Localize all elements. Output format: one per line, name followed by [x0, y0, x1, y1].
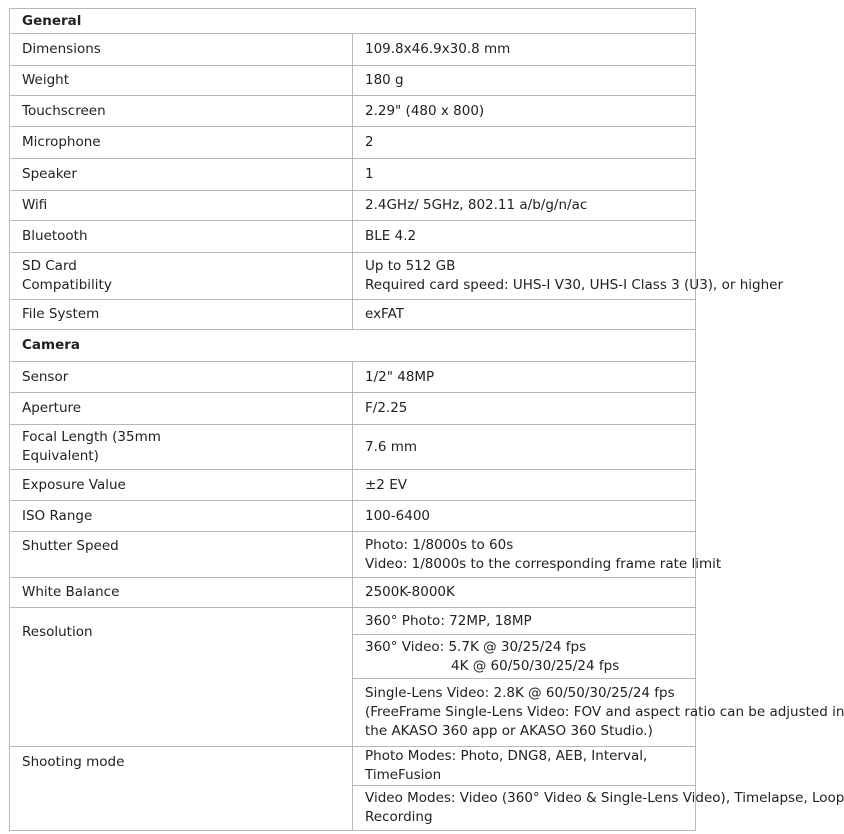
table-row: [10, 532, 696, 578]
spec-label-bluetooth: Bluetooth: [10, 221, 353, 253]
spec-value-white-balance: 2500K-8000K: [353, 578, 696, 608]
spec-label-weight: Weight: [10, 66, 353, 96]
spec-value-line: 360° Video: 5.7K @ 30/25/24 fps: [365, 638, 587, 655]
spec-value-video-modes: [353, 786, 844, 831]
spec-label-resolution: Resolution: [10, 608, 353, 747]
spec-value-speaker: 1: [353, 159, 696, 191]
table-row: [10, 221, 696, 253]
section-row-general: [10, 9, 696, 34]
table-row: [10, 191, 696, 221]
spec-value-microphone: 2: [353, 127, 696, 159]
spec-label-white-balance: White Balance: [10, 578, 353, 608]
table-row: [10, 470, 696, 501]
table-row: [10, 425, 696, 470]
table-row: [10, 96, 696, 127]
section-row-camera: [10, 330, 696, 362]
spec-value-line: Up to 512 GB: [365, 258, 456, 274]
spec-value-dimensions: 109.8x46.9x30.8 mm: [353, 34, 696, 66]
table-row: [10, 159, 696, 191]
spec-value-wifi: 2.4GHz/ 5GHz, 802.11 a/b/g/n/ac: [353, 191, 696, 221]
table-row: [10, 747, 696, 786]
spec-value-line: the AKASO 360 app or AKASO 360 Studio.): [365, 723, 653, 739]
spec-value-resolution-single-lens: [353, 679, 844, 747]
spec-value-shutter: [353, 532, 722, 578]
table-row: [10, 393, 696, 425]
spec-label-shutter: Shutter Speed: [10, 532, 353, 578]
spec-value-line: (FreeFrame Single-Lens Video: FOV and aspect ratio can be adjusted in: [365, 704, 844, 720]
spec-label-line: Focal Length (35mm: [22, 429, 161, 445]
spec-value-iso: 100-6400: [353, 501, 696, 532]
table-row: [10, 578, 696, 608]
spec-value-line: Photo: 1/8000s to 60s: [365, 536, 514, 553]
spec-label-sd-card: [10, 253, 353, 300]
spec-value-sensor: 1/2" 48MP: [353, 362, 696, 393]
section-title-general: General: [10, 9, 696, 34]
table-row: [10, 34, 696, 66]
spec-value-line: Single-Lens Video: 2.8K @ 60/50/30/25/24 fps: [365, 685, 675, 701]
spec-value-aperture: F/2.25: [353, 393, 696, 425]
section-title-camera: Camera: [10, 330, 696, 362]
spec-value-line: Recording: [365, 809, 433, 825]
spec-label-focal-length: [10, 425, 353, 470]
table-row: [10, 253, 696, 300]
table-row: [10, 362, 696, 393]
spec-value-sd-card: [353, 253, 784, 300]
spec-value-resolution-photo: 360° Photo: 72MP, 18MP: [353, 608, 696, 635]
spec-label-aperture: Aperture: [10, 393, 353, 425]
table-row: [10, 127, 696, 159]
spec-value-weight: 180 g: [353, 66, 696, 96]
spec-label-iso: ISO Range: [10, 501, 353, 532]
spec-value-focal-length: 7.6 mm: [353, 425, 696, 470]
spec-label-touchscreen: Touchscreen: [10, 96, 353, 127]
table-row: [10, 300, 696, 330]
table-row: [10, 501, 696, 532]
spec-value-file-system: exFAT: [353, 300, 696, 330]
spec-value-photo-modes: Photo Modes: Photo, DNG8, AEB, Interval, TimeFusion: [353, 747, 696, 786]
spec-label-line: Compatibility: [22, 277, 112, 293]
spec-table: [9, 8, 844, 831]
spec-label-speaker: Speaker: [10, 159, 353, 191]
spec-label-dimensions: Dimensions: [10, 34, 353, 66]
spec-label-exposure: Exposure Value: [10, 470, 353, 501]
spec-label-microphone: Microphone: [10, 127, 353, 159]
spec-label-wifi: Wifi: [10, 191, 353, 221]
spec-value-resolution-video: [353, 635, 696, 679]
spec-value-bluetooth: BLE 4.2: [353, 221, 696, 253]
table-row: [10, 608, 696, 635]
spec-value-exposure: ±2 EV: [353, 470, 696, 501]
spec-value-touchscreen: 2.29" (480 x 800): [353, 96, 696, 127]
spec-label-line: SD Card: [22, 258, 77, 274]
table-row: [10, 66, 696, 96]
spec-label-line: Equivalent): [22, 448, 99, 464]
spec-value-line: Required card speed: UHS-I V30, UHS-I Class 3 (U3), or higher: [365, 277, 784, 293]
spec-label-sensor: Sensor: [10, 362, 353, 393]
spec-label-file-system: File System: [10, 300, 353, 330]
spec-value-line: Video: 1/8000s to the corresponding frame rate limit: [365, 555, 722, 572]
spec-value-line: 4K @ 60/50/30/25/24 fps: [451, 657, 620, 674]
spec-label-shooting-mode: Shooting mode: [10, 747, 353, 831]
spec-value-line: Video Modes: Video (360° Video & Single-Lens Video), Timelapse, Loop: [365, 790, 844, 806]
